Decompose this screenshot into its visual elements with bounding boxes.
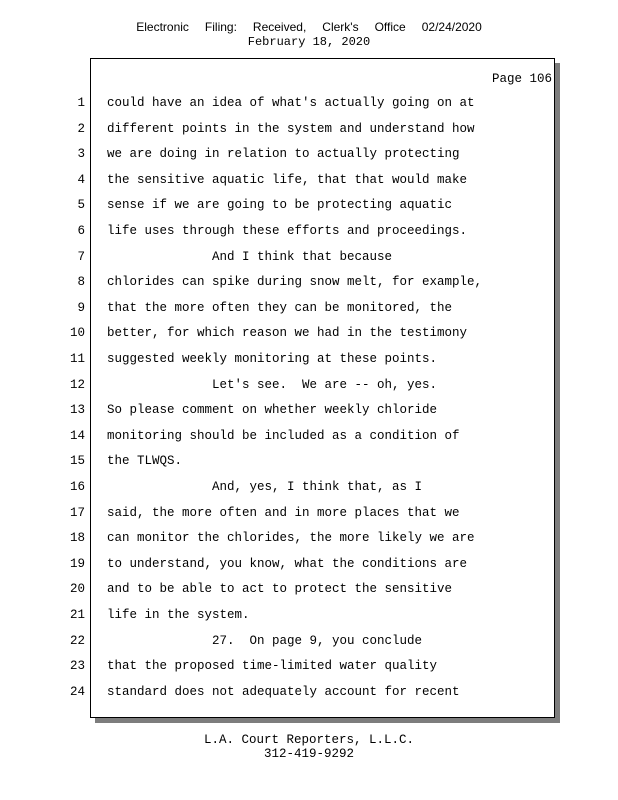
line-text: chlorides can spike during snow melt, for example,: [107, 275, 483, 290]
line-number: 4: [77, 172, 85, 187]
line-text: life in the system.: [107, 608, 250, 622]
line-text: Let's see. We are -- oh, yes.: [107, 377, 438, 392]
line-text: standard does not adequately account for recent: [107, 684, 460, 699]
line-text: monitoring should be included as a condition of: [107, 428, 460, 443]
line-text: sense if we are going to be protecting aquatic: [107, 198, 453, 213]
stamp-word: 02/24/2020: [421, 20, 482, 34]
line-text: we are doing in relation to actually protecting: [107, 147, 460, 162]
line-number: 15: [69, 454, 85, 469]
line-text: 27. On page 9, you conclude: [107, 633, 423, 648]
line-text: said, the more often and in more places that we: [107, 505, 460, 520]
stamp-word: Received,: [252, 20, 307, 34]
line-text: suggested weekly monitoring at these points.: [107, 352, 438, 366]
line-text: and to be able to act to protect the sensitive: [107, 582, 453, 597]
line-number: 12: [69, 377, 85, 392]
line-text: different points in the system and understand how: [107, 121, 475, 136]
stamp-word: Filing:: [204, 20, 237, 34]
line-text: to understand, you know, what the conditions are: [107, 556, 468, 571]
filing-stamp: [0, 20, 618, 34]
line-number: 9: [77, 300, 85, 315]
line-number: 7: [77, 249, 85, 264]
line-text: that the proposed time-limited water quality: [107, 659, 438, 674]
line-text: the TLWQS.: [107, 454, 183, 469]
stamp-word: Electronic: [136, 20, 189, 34]
page-number: Page 106: [491, 72, 552, 86]
line-text: could have an idea of what's actually going on at: [107, 96, 475, 110]
reporter-company: L.A. Court Reporters, L.L.C.: [203, 733, 415, 747]
line-number: 16: [69, 480, 85, 494]
line-number: 10: [69, 326, 85, 341]
reporter-phone: 312-419-9292: [263, 747, 354, 761]
line-number: 1: [77, 96, 85, 110]
line-number: 5: [77, 198, 85, 213]
line-number: 21: [69, 608, 85, 622]
line-text: And I think that because: [107, 249, 393, 264]
line-number: 2: [77, 121, 85, 136]
line-text: So please comment on whether weekly chloride: [107, 403, 438, 418]
line-number: 13: [69, 403, 85, 418]
line-number: 20: [69, 582, 85, 597]
line-number: 8: [77, 275, 85, 290]
line-number: 18: [69, 531, 85, 546]
stamp-word: Clerk's: [322, 20, 359, 34]
line-number: 22: [69, 633, 85, 648]
line-text: life uses through these efforts and proceedings.: [107, 224, 468, 238]
line-text: that the more often they can be monitored, the: [107, 300, 453, 315]
line-text: can monitor the chlorides, the more likely we are: [107, 531, 475, 546]
transcript-date: February 18, 2020: [247, 35, 371, 49]
line-number: 14: [69, 428, 85, 443]
line-number: 23: [69, 659, 85, 674]
line-number: 24: [69, 684, 85, 699]
line-number: 19: [69, 556, 85, 571]
line-number: 6: [77, 224, 85, 238]
line-text: the sensitive aquatic life, that that would make: [107, 172, 468, 187]
line-number: 3: [77, 147, 85, 162]
line-number: 17: [69, 505, 85, 520]
line-number: 11: [69, 352, 85, 366]
line-text: And, yes, I think that, as I: [107, 480, 423, 494]
line-text: better, for which reason we had in the testimony: [107, 326, 468, 341]
stamp-word: Office: [374, 20, 406, 34]
